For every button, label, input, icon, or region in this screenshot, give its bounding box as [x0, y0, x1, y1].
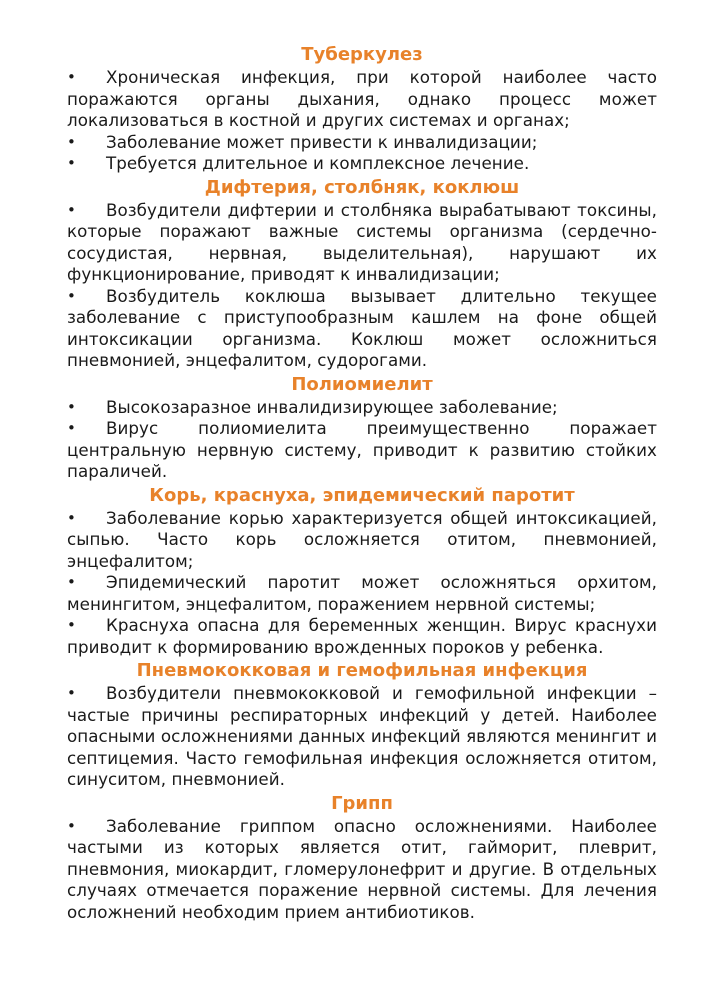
list-item — [67, 683, 657, 791]
section-title: Пневмококковая и гемофильная инфекция — [136, 660, 588, 681]
bullet-list — [67, 200, 657, 372]
list-item-text: Возбудители дифтерии и столбняка вырабатывают токсины, которые поражают важные системы организма (сердечно-сосудистая, нервная, выделительная), нарушают их функционирование, приводят к инвалидизации; — [67, 199, 657, 284]
list-item-text: Краснуха опасна для беременных женщин. Вирус краснухи приводит к формированию врожденных пороков у ребенка. — [67, 615, 657, 657]
list-item-text: Хроническая инфекция, при которой наиболее часто поражаются органы дыхания, однако процесс может локализоваться в костной и других системах и органах; — [67, 67, 657, 130]
section-influenza — [67, 791, 657, 924]
list-item-text: Возбудители пневмококковой и гемофильной инфекции – частые причины респираторных инфекций у детей. Наиболее опасными осложнениями данных инфекций являются менингит и септицемия. Часто гемофильная инфекция осложняется отитом, синуситом, пневмонией. — [67, 683, 657, 789]
list-item-text: Вирус полиомиелита преимущественно поражает центральную нервную систему, приводит к развитию стойких параличей. — [67, 418, 657, 481]
list-item — [67, 508, 657, 573]
list-item — [67, 418, 657, 483]
list-item — [67, 615, 657, 658]
list-item — [67, 132, 657, 154]
bullet-icon: • — [67, 684, 76, 702]
section-pneumococcal-hib — [67, 658, 657, 791]
bullet-list — [67, 683, 657, 791]
section-diphtheria-tetanus-pertussis — [67, 175, 657, 372]
list-item — [67, 67, 657, 132]
list-item — [67, 816, 657, 924]
list-item-text: Заболевание корью характеризуется общей интоксикацией, сыпью. Часто корь осложняется отитом, пневмонией, энцефалитом; — [67, 507, 657, 571]
section-title: Корь, краснуха, эпидемический паротит — [149, 484, 575, 506]
list-item — [67, 200, 657, 286]
list-item — [67, 572, 657, 615]
section-measles-rubella-mumps — [67, 483, 657, 659]
section-tuberculosis — [67, 42, 657, 175]
list-item-text: Заболевание гриппом опасно осложнениями. Наиболее частыми из которых является отит, гайморит, плеврит, пневмония, миокардит, гломерулонефрит и другие. В отдельных случаях отмечается поражение нервной системы. Для лечения осложнений необходим прием антибиотиков. — [67, 815, 657, 922]
bullet-icon: • — [67, 616, 76, 634]
section-title: Грипп — [331, 792, 393, 814]
section-title: Туберкулез — [301, 44, 423, 65]
bullet-icon: • — [67, 132, 76, 151]
bullet-list — [67, 816, 657, 924]
list-item-text: Требуется длительное и комплексное лечение. — [106, 153, 530, 173]
bullet-icon: • — [67, 68, 76, 86]
list-item — [67, 153, 657, 175]
list-item-text: Заболевание может привести к инвалидизации; — [106, 131, 538, 152]
list-item-text: Возбудитель коклюша вызывает длительно текущее заболевание с приступообразным кашлем на фоне общей интоксикации организма. Коклюш может осложниться пневмонией, энцефалитом, судорогами. — [67, 285, 657, 370]
section-polio — [67, 372, 657, 483]
bullet-icon: • — [67, 286, 76, 305]
section-title: Полиомиелит — [291, 373, 433, 395]
bullet-list — [67, 397, 657, 483]
bullet-icon: • — [67, 397, 76, 416]
list-item-text: Эпидемический паротит может осложняться орхитом, менингитом, энцефалитом, поражением нервной системы; — [67, 572, 657, 614]
section-title: Дифтерия, столбняк, коклюш — [204, 176, 520, 198]
list-item — [67, 397, 657, 419]
bullet-icon: • — [67, 508, 76, 527]
bullet-list — [67, 67, 657, 175]
bullet-icon: • — [67, 419, 76, 437]
bullet-icon: • — [67, 200, 76, 219]
bullet-icon: • — [67, 573, 76, 591]
bullet-icon: • — [67, 816, 76, 835]
bullet-list — [67, 508, 657, 659]
bullet-icon: • — [67, 154, 76, 172]
list-item-text: Высокозаразное инвалидизирующее заболевание; — [106, 396, 558, 417]
list-item — [67, 286, 657, 372]
